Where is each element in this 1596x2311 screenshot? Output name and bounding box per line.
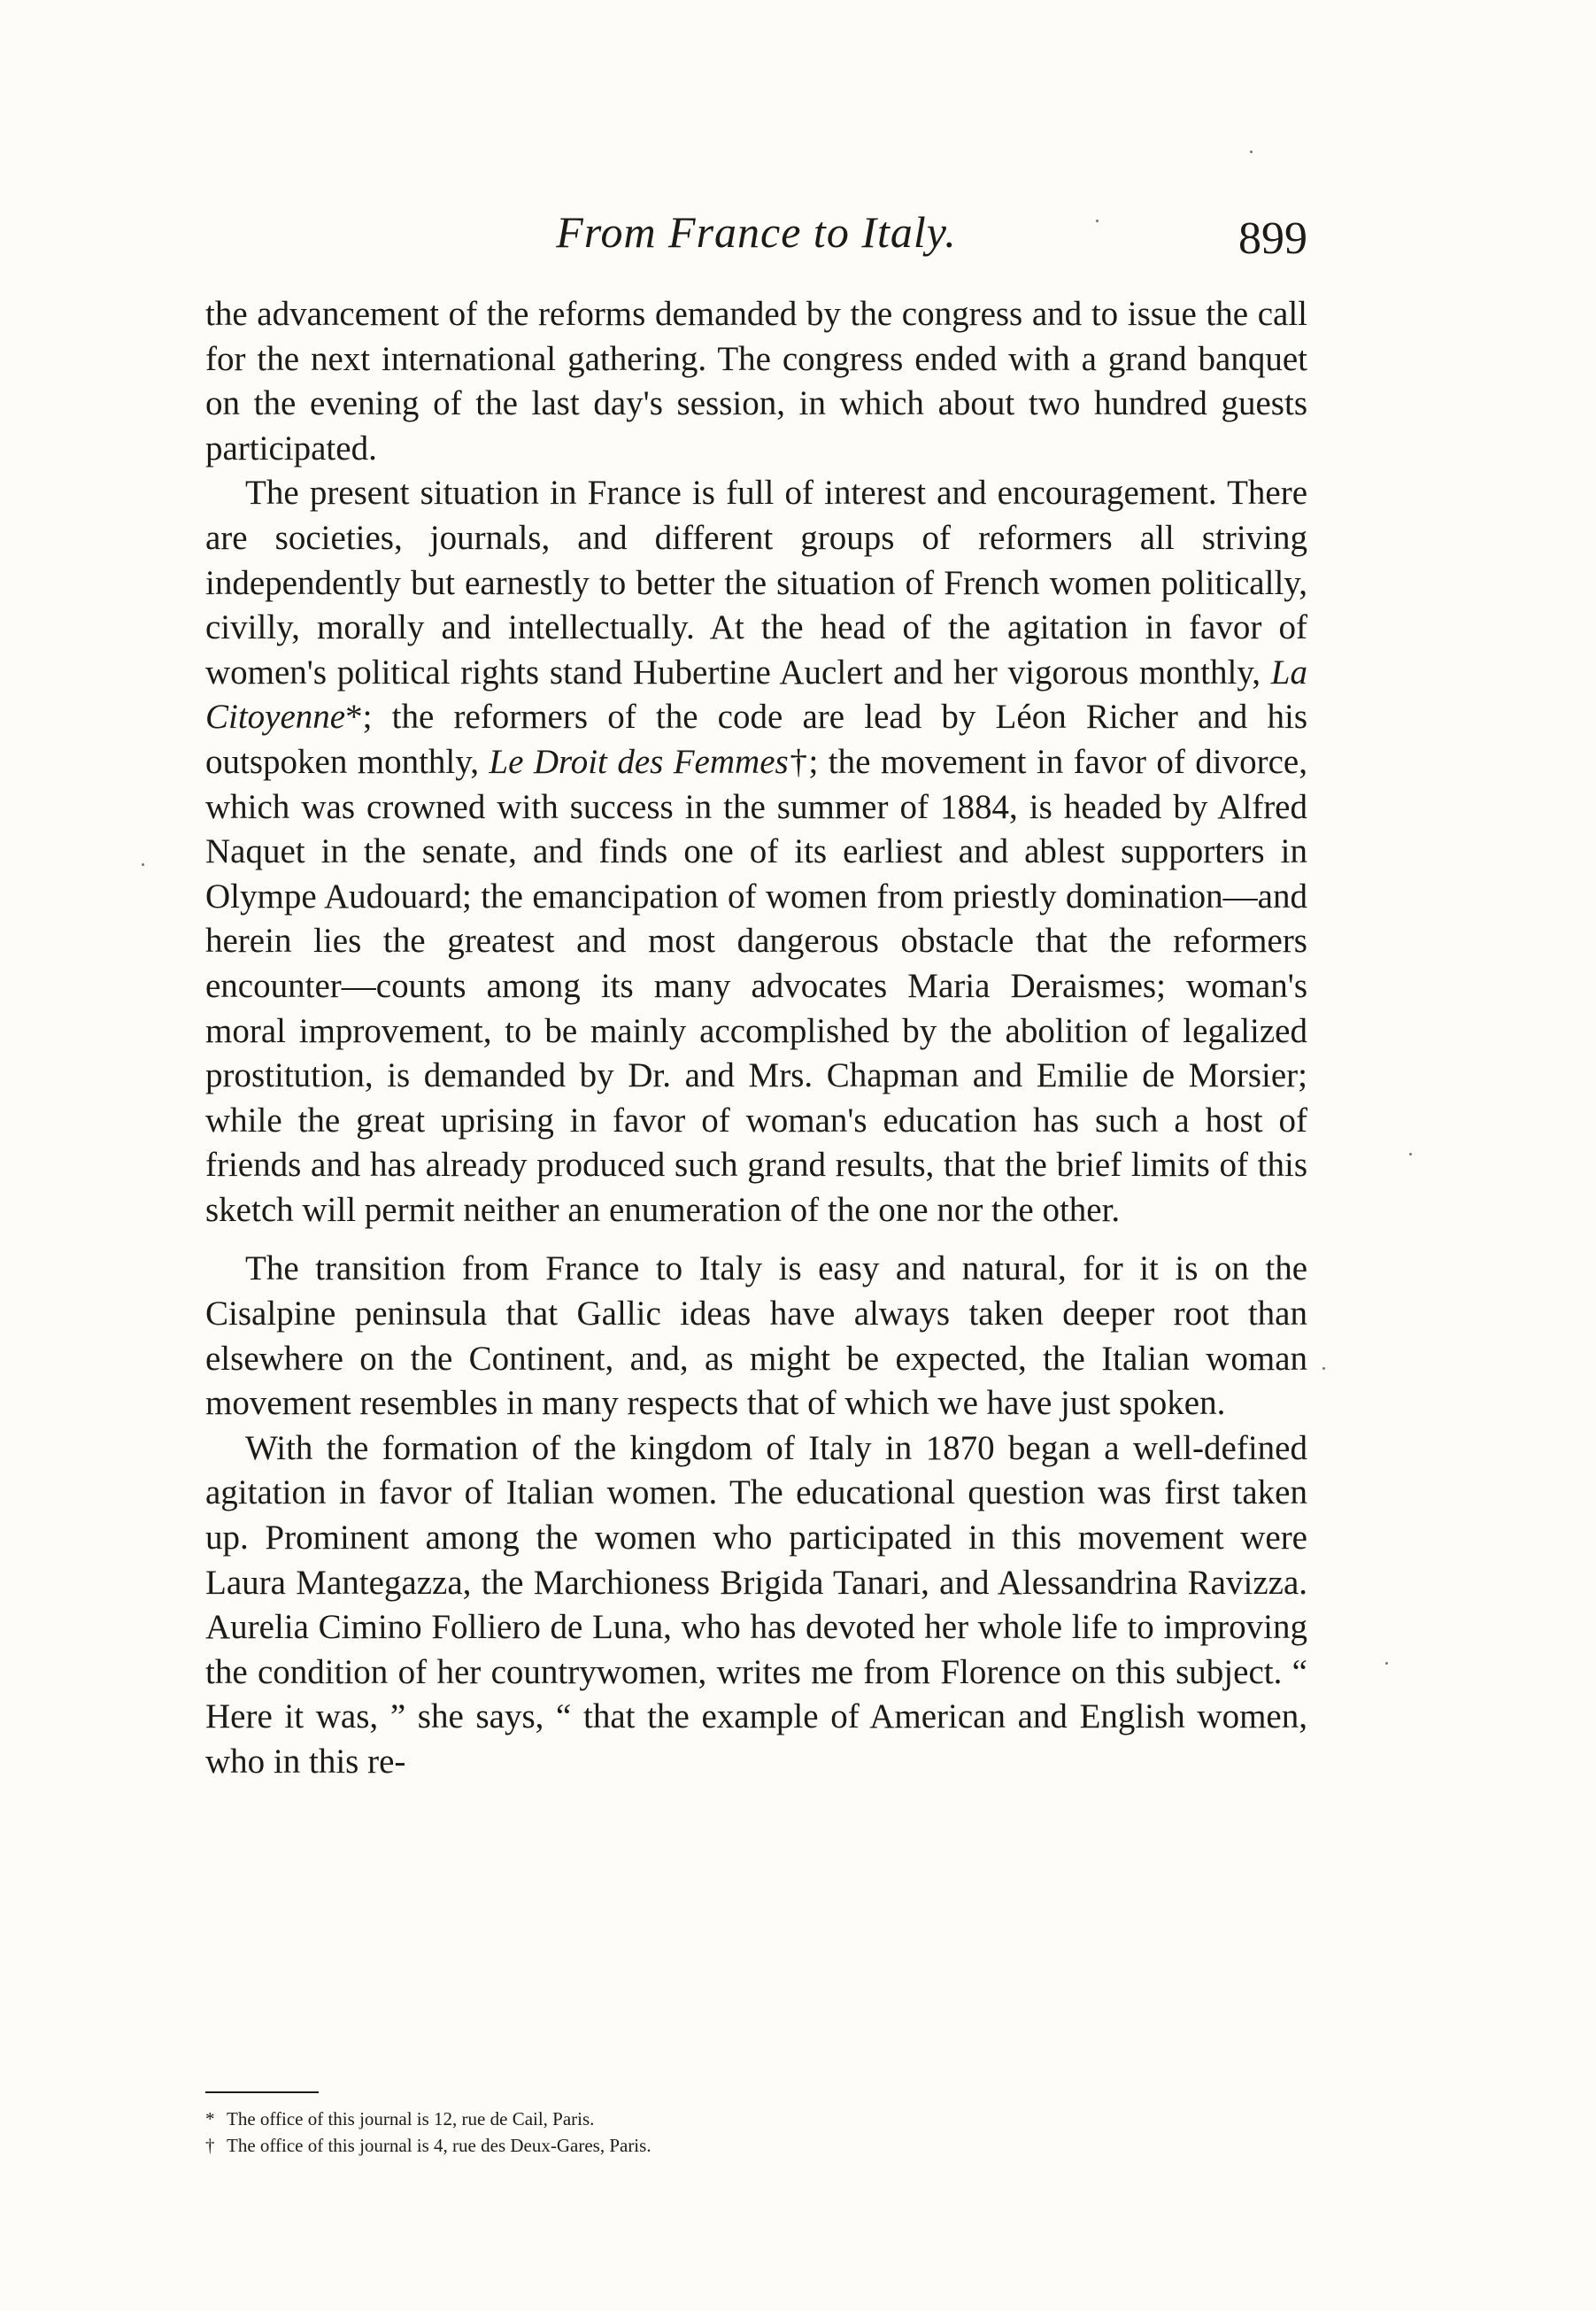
speck [1096,220,1099,222]
page-number: 899 [1238,213,1307,264]
footnote-2 [205,2132,1307,2159]
speck [1385,1662,1388,1665]
paragraph-2-text-b: *; the reformers of the code are lead by Léon Richer and his outspoken monthly, [205,698,1307,781]
paragraph-2-text-c: †; the movement in favor of divorce, which was crowned with success in the summer of 1884, is headed by Alfred Naquet in the senate, and finds one of its earliest and ablest supporters in Olympe Audouard; the emancipation of women from priestly domination—and herein lies the greatest and most dangerous obstacle that the reformers encounter—counts among its many advocates Maria Deraismes; woman's moral improvement, to be mainly accomplished by the abolition of legalized prostitution, is demanded by Dr. and Mrs. Chapman and Emilie de Morsier; while the great uprising in favor of woman's education has such a host of friends and has already produced such grand results, that the brief limits of this sketch will permit neither an enumeration of the one nor the other. [205,742,1307,1229]
footnote-2-text: The office of this journal is 4, rue des Deux-Gares, Paris. [227,2135,652,2156]
paragraph-3-text: The transition from France to Italy is easy and natural, for it is on the Cisalpine peninsula that Gallic ideas have always taken deeper root than elsewhere on the Continent, and, as might be expected, the Italian woman movement resembles in many respects that of which we have just spoken. [205,1249,1307,1423]
footnote-1-text: The office of this journal is 12, rue de Cail, Paris. [227,2108,595,2129]
paragraph-3 [205,1247,1307,1426]
running-head [205,205,1307,276]
paragraph-2-text-a: The present situation in France is full of interest and encouragement. There are societies, journals, and different groups of reformers all striving independently but earnestly to better the situation of French women politically, civilly, morally and intellectually. At the head of the agitation in favor of women's political rights stand Hubertine Auclert and her vigorous monthly, [205,474,1307,692]
speck [1322,1367,1325,1370]
footnote-1 [205,2106,1307,2132]
paragraph-1-text: the advancement of the reforms demanded by the congress and to issue the call for the next international gathering. The congress ended with a grand banquet on the evening of the last day's session, in which about two hundred guests participated. [205,295,1307,468]
paragraph-4-text: With the formation of the kingdom of Italy in 1870 began a well-defined agitation in favor of Italian women. The educational question was first taken up. Prominent among the women who participated in this movement were Laura Mantegazza, the Marchioness Brigida Tanari, and Alessandrina Ravizza. Aurelia Cimino Folliero de Luna, who has devoted her whole life to improving the condition of her countrywomen, writes me from Florence on this subject. “ Here it was, ” she says, “ that the example of American and English women, who in this re- [205,1428,1307,1781]
footnote-rule [205,2091,319,2093]
speck [1409,1153,1412,1156]
footnote-1-marker: * [205,2108,215,2129]
paragraph-4 [205,1426,1307,1785]
body-text [205,292,1307,1785]
journal-title-le-droit-des-femmes: Le Droit des Femmes [489,742,789,781]
running-title: From France to Italy. [556,207,957,257]
paragraph-1 [205,292,1307,471]
speck [142,863,144,866]
speck [1250,151,1253,153]
footnotes [205,2106,1307,2159]
footnote-2-marker: † [205,2135,215,2156]
journal-title-la-citoyenne: La Citoyenne [205,653,1307,737]
paragraph-2 [205,471,1307,1233]
